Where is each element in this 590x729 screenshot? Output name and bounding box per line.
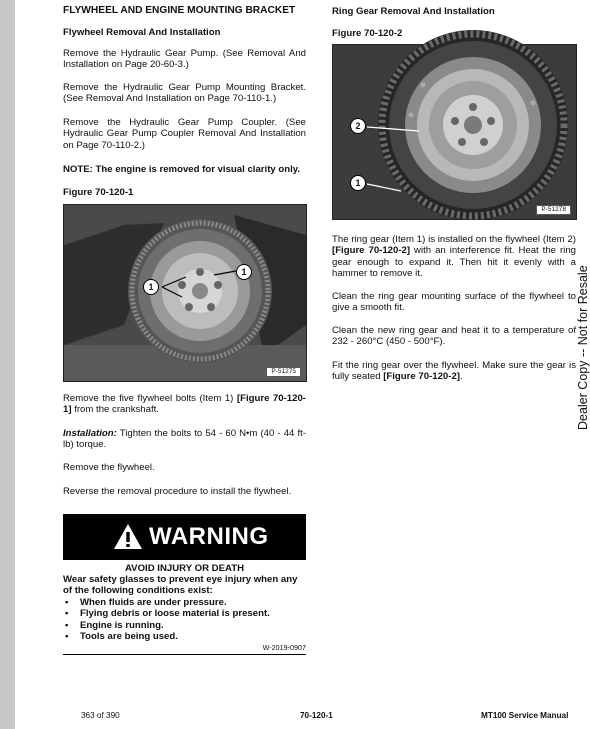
ring-gear-photo [332, 44, 577, 220]
warning-avoid: AVOID INJURY OR DEATH [124, 563, 245, 574]
warning-heading: WARNING [149, 523, 269, 550]
list-item: • Flying debris or loose material is present. [65, 608, 270, 620]
step-remove-bolts [63, 393, 306, 416]
warning-list [63, 597, 306, 642]
note-text: NOTE: The engine is removed for visual clarity only. [63, 164, 301, 175]
step-remove-bolts-text: Remove the five flywheel bolts (Item 1) [63, 393, 237, 404]
ring-gear-step-4-end: . [459, 371, 463, 383]
callout-item-2: 2 [350, 118, 366, 134]
page-count: 363 of 390 [81, 711, 120, 720]
callout-item-1-left: 1 [143, 279, 159, 295]
warning-banner [63, 514, 306, 560]
warning-triangle-icon [113, 523, 143, 550]
section-page-number: 70-120-1 [300, 711, 333, 720]
section-title: FLYWHEEL AND ENGINE MOUNTING BRACKET [63, 5, 296, 16]
ring-gear-step-1-end: with an interference fit. Heat the ring gear enough to expand it. Then hit it evenly with a hammer to remove it. [332, 245, 576, 279]
subsection-title: Flywheel Removal And Installation [63, 27, 221, 38]
step-remove-bracket: Remove the Hydraulic Gear Pump Mounting Bracket. (See Removal And Installation on Page 70-110-1.) [63, 82, 306, 105]
figure-ref-3: [Figure 70-120-2] [383, 371, 460, 383]
list-item: • When fluids are under pressure. [65, 597, 227, 608]
step-reverse: Reverse the removal procedure to install the flywheel. [63, 486, 292, 497]
ring-gear-step-1 [332, 234, 576, 279]
step-remove-flywheel: Remove the flywheel. [63, 462, 155, 473]
ring-gear-step-1-text: The ring gear (Item 1) is installed on the flywheel (Item 2) [332, 234, 576, 245]
flywheel-photo [63, 204, 307, 382]
figure-ref-2: [Figure 70-120-2] [332, 245, 411, 257]
warning-code: W-2019-0907 [262, 643, 306, 652]
warning-divider [63, 654, 306, 655]
ring-gear-step-2: Clean the ring gear mounting surface of the flywheel to give a smooth fit. [332, 291, 576, 314]
dealer-copy-watermark: Dealer Copy -- Not for Resale [576, 265, 590, 430]
ring-gear-title: Ring Gear Removal And Installation [332, 6, 495, 17]
figure-label-2: Figure 70-120-2 [332, 28, 403, 39]
photo-id-2: P-51278 [536, 205, 571, 215]
figure-label: Figure 70-120-1 [63, 187, 134, 198]
step-remove-coupler: Remove the Hydraulic Gear Pump Coupler. (See Hydraulic Gear Pump Coupler Removal And Installation on Page 70-110-2.) [63, 117, 306, 151]
page-binding-bar [0, 0, 15, 729]
step-remove-bolts-end: from the crankshaft. [71, 404, 159, 416]
figure-ref: [Figure 70-120-1] [63, 393, 306, 416]
installation-text [63, 428, 306, 451]
ring-gear-step-4-text: Fit the ring gear over the flywheel. Make sure the gear is fully seated [332, 360, 576, 383]
ring-gear-step-4 [332, 360, 576, 383]
installation-body: Tighten the bolts to 54 - 60 N•m (40 - 44 ft-lb) torque. [63, 428, 306, 451]
warning-body: Wear safety glasses to prevent eye injury when any of the following conditions exist: [63, 574, 298, 597]
installation-label: Installation: [63, 428, 117, 439]
manual-title: MT100 Service Manual [481, 711, 569, 720]
step-remove-pump: Remove the Hydraulic Gear Pump. (See Removal And Installation on Page 20-60-3.) [63, 48, 306, 71]
callout-item-1-right: 1 [236, 264, 252, 280]
ring-gear-step-3: Clean the new ring gear and heat it to a temperature of 232 - 260°C (450 - 500°F). [332, 325, 576, 348]
list-item: • Tools are being used. [65, 630, 178, 642]
callout-item-1: 1 [350, 175, 366, 191]
list-item: • Engine is running. [65, 619, 164, 631]
photo-id: P-51275 [266, 367, 301, 377]
